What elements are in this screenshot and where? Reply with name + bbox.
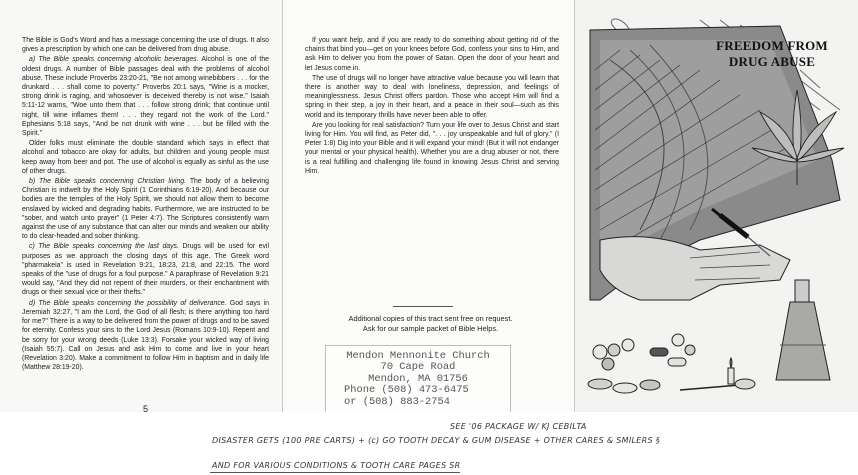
cover-title-line-2: DRUG ABUSE	[728, 54, 816, 69]
cover-title	[712, 38, 832, 70]
handwritten-note-3: AND FOR VARIOUS CONDITIONS & TOOTH CARE PAGES SR	[212, 461, 461, 470]
middle-paragraph: If you want help, and if you are ready to do something about getting rid of the chains that bind you—get on your knees before God, confess your sins to Him, and ask Him to deliver you from the power of Satan. Open the door of your heart and let Jesus come in.	[305, 37, 559, 72]
left-paragraph: Older folks must eliminate the double standard which says in effect that alcohol and tobacco are okay for adults, but children and young people must keep away from beer and pot. The use of alcohol is equally as sinful as the use of other drugs.	[22, 140, 269, 175]
church-street: 70 Cape Road	[380, 361, 456, 374]
left-paragraph: d) The Bible speaks concerning the possibility of deliverance. God says in Jeremiah 32:27, "I am the Lord, the God of all flesh; is there anything too hard for me?" There is a way to be delivered from the power of drugs and to be saved for eternity. Confess your sins to the Lord Jesus (Romans 10:9-10). Repent and be sorry for your wrong deeds (Luke 13:3). Forsake your wicked way of living (Isaiah 55:7). Call on Jesus and ask Him to come and live in your heart (Revelation 3:20). Make a commitment to follow Him in baptism and in daily life (Matthew 28:19-20).	[22, 299, 269, 372]
church-phone-1: Phone (508) 473-6475	[344, 384, 469, 397]
church-city: Mendon, MA 01756	[368, 372, 468, 385]
spoon-candle-icon	[680, 358, 755, 390]
left-paragraph: a) The Bible speaks concerning alcoholic beverages. Alcohol is one of the oldest drugs. A number of Bible passages deal with the problems of alcohol abuse. These include Proverbs 23:20-21, "Be not among winebibbers . . . for the drunkard . . . shall come to poverty." Proverbs 20:1 says, "Wine is a mocker, strong drink is raging, and whosoever is deceived thereby is not wise." Isaiah 5:11-12 warns, "Woe unto them that . . . follow strong drink; that continue until night, till wine inflames them! . . . they regard not the work of the Lord." Ephesians 5:18 says, "And be not drunk with wine . . . but be filled with the Spirit."	[22, 56, 269, 138]
church-name: Mendon Mennonite Church	[346, 350, 490, 362]
left-paragraph: b) The Bible speaks concerning Christian living. The body of a believing Christian is indwelt by the Holy Spirit (1 Corinthians 6:19-20). And because our bodies are the temples of the Holy Spirit, we should not allow them to become enslaved by wicked and degrading habits. Furthermore, we are instructed to be "sober, and watch unto prayer" (1 Peter 4:7). The Scriptures consistently warn against the use of any substance that can alter our minds and weaken our ability to do clear-headed and sober thinking.	[22, 178, 269, 241]
paragraph-heading: c) The Bible speaks concerning the last days.	[29, 243, 179, 251]
cover-title-line-1: FREEDOM FROM	[716, 38, 828, 53]
handwritten-note-1: SEE '06 PACKAGE W/ KJ CEBILTA	[450, 422, 587, 431]
church-phone-2: or (508) 883-2754	[344, 395, 451, 408]
middle-paragraph: Are you looking for real satisfaction? Turn your life over to Jesus Christ and start living for Him. You will find, as Peter did, ". . . joy unspeakable and full of glory." (I Peter 1:8) Dig into your Bible and it will expand your mind! (But it will not endanger your mental or your physical health). Whether you are a drug abuser or not, there is a real fulfilling and challenging life found in knowing Jesus Christ and serving Him.	[305, 121, 559, 175]
page-number: 5	[143, 404, 149, 412]
hand-drawing	[600, 237, 790, 300]
pills-icon	[588, 334, 695, 393]
handwritten-note-2: DISASTER GETS (100 PRE CARTS) + (c) GO TOOTH DECAY & GUM DISEASE + OTHER CARES & SMILERS §	[212, 436, 660, 445]
paragraph-heading: b) The Bible speaks concerning Christian living.	[29, 178, 187, 186]
left-paragraph: c) The Bible speaks concerning the last days. Drugs will be used for evil purposes as we approach the closing days of this age. The Greek word "pharmakeia" is used in Revelation 9:21, 18:23, 21:8, and 22:15. The word speaks of the "use of drugs for a foul purpose." A paraphrase of Revelation 9:21 would say, "And they did not repent of their murders, or their enchantment with drugs or their sexual vice or their thefts."	[22, 243, 269, 297]
bible-helps-line: Ask for our sample packet of Bible Helps.	[362, 324, 499, 333]
paragraph-heading: a) The Bible speaks concerning alcoholic beverages.	[29, 56, 199, 64]
additional-copies-line: Additional copies of this tract sent free on request.	[348, 314, 513, 323]
left-paragraph: The Bible is God's Word and has a message concerning the use of drugs. It also gives a prescription by which one can be delivered from drug abuse.	[22, 37, 269, 54]
paragraph-heading: d) The Bible speaks concerning the possibility of deliverance.	[29, 299, 227, 307]
middle-paragraph: The use of drugs will no longer have attractive value because you will learn that there is another way to deal with loneliness, depression, and feelings of meaninglessness. Jesus Christ offers pardon. Those who accept Him will find a spring in their step, a joy in their heart, and a peace in their soul—such as this world and its temporary thrills have never been able to offer.	[305, 74, 559, 119]
handwritten-underline	[210, 472, 460, 473]
bottle-icon	[776, 280, 830, 380]
